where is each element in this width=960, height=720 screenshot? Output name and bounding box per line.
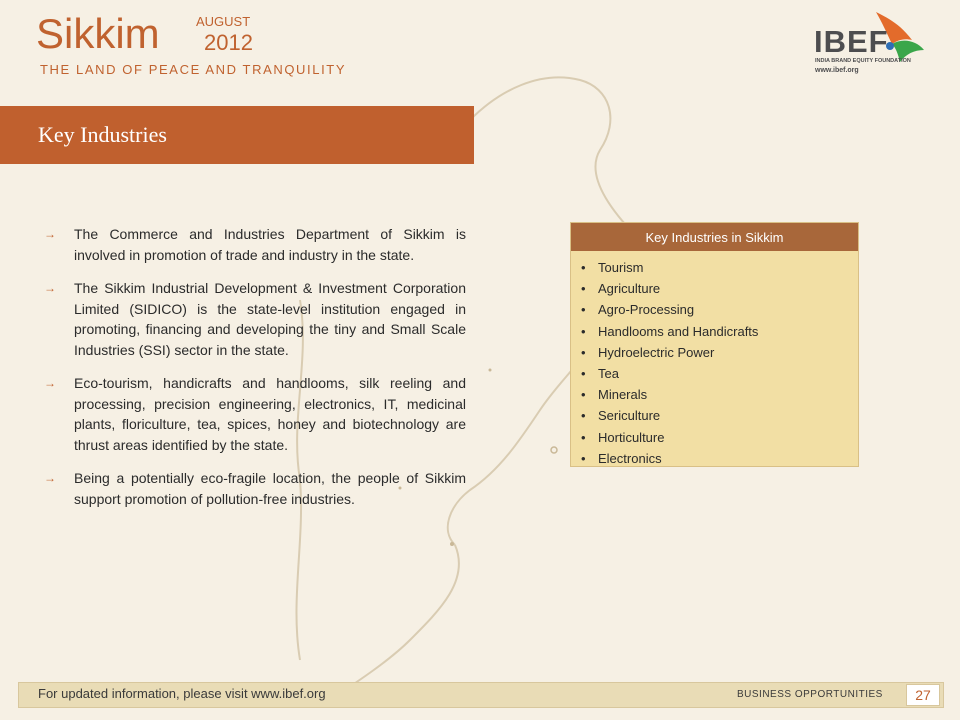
bullet-text: Eco-tourism, handicrafts and handlooms, silk reeling and processing, precision engineering, electronics, IT, medicinal plants, floriculture, tea, spices, honey and biotechnology are thrust areas identified by the state. bbox=[74, 375, 466, 453]
header-tagline: THE LAND OF PEACE AND TRANQUILITY bbox=[40, 62, 347, 77]
section-title: Key Industries bbox=[38, 122, 167, 147]
key-industries-panel bbox=[570, 222, 859, 467]
arrow-right-icon: → bbox=[44, 227, 56, 241]
footer-link-text[interactable]: For updated information, please visit www.ibef.org bbox=[38, 686, 326, 701]
list-item: • Hydroelectric Power bbox=[581, 342, 858, 363]
arrow-right-icon: → bbox=[44, 471, 56, 485]
list-item: • Horticulture bbox=[581, 427, 858, 448]
list-item: • Agriculture bbox=[581, 278, 858, 299]
list-item: • Agro-Processing bbox=[581, 299, 858, 320]
list-item: • Tea bbox=[581, 363, 858, 384]
bullet-text: Being a potentially eco-fragile location, the people of Sikkim support promotion of pollution-free industries. bbox=[74, 470, 466, 507]
bullet-list bbox=[44, 224, 466, 509]
bullet-item bbox=[44, 224, 466, 265]
footer-section-label: BUSINESS OPPORTUNITIES bbox=[737, 689, 883, 700]
header-year: 2012 bbox=[204, 30, 253, 55]
page-number: 27 bbox=[906, 684, 940, 706]
list-item: • Tourism bbox=[581, 257, 858, 278]
header-month: AUGUST bbox=[196, 14, 251, 29]
bullet-item bbox=[44, 373, 466, 455]
list-item: • Sericulture bbox=[581, 405, 858, 426]
industry-list bbox=[571, 251, 858, 469]
arrow-right-icon: → bbox=[44, 281, 56, 295]
logo-url[interactable]: www.ibef.org bbox=[815, 67, 859, 74]
logo-subtitle: INDIA BRAND EQUITY FOUNDATION bbox=[815, 58, 911, 64]
list-item: • Minerals bbox=[581, 384, 858, 405]
bullet-item bbox=[44, 278, 466, 360]
logo-text: IBEF bbox=[814, 24, 889, 59]
bullet-item bbox=[44, 468, 466, 509]
panel-title: Key Industries in Sikkim bbox=[571, 223, 858, 251]
list-item: • Handlooms and Handicrafts bbox=[581, 321, 858, 342]
bullet-text: The Commerce and Industries Department of Sikkim is involved in promotion of trade and industry in the state. bbox=[74, 226, 466, 263]
arrow-right-icon: → bbox=[44, 376, 56, 390]
page-title: Sikkim bbox=[36, 10, 160, 57]
bullet-text: The Sikkim Industrial Development & Investment Corporation Limited (SIDICO) is the state-level institution engaged in promoting, financing and developing the tiny and Small Scale Industries (SSI) sector in the state. bbox=[74, 280, 466, 358]
list-item: • Electronics bbox=[581, 448, 858, 469]
